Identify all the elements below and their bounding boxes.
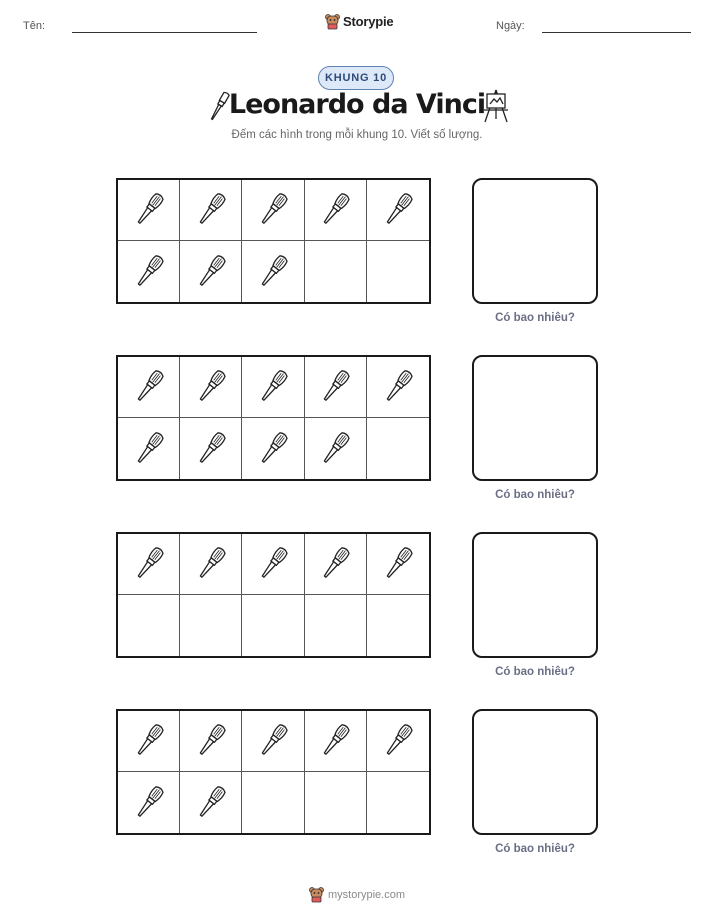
answer-box[interactable] [472,355,598,481]
paintbrush-icon [191,252,231,292]
ten-frame [116,178,431,304]
frame-cell [242,772,304,833]
paintbrush-icon [253,429,293,469]
page-title: Leonardo da Vinci [228,89,486,120]
frame-cell [305,534,367,595]
paintbrush-icon [129,367,169,407]
frame-cell [242,357,304,418]
paintbrush-icon [253,721,293,761]
frame-cell [305,180,367,241]
how-many-label: Có bao nhiêu? [495,666,575,678]
ten-frame [116,355,431,481]
frame-cell [180,711,242,772]
frame-cell [180,772,242,833]
paintbrush-icon [191,783,231,823]
paintbrush-icon [129,544,169,584]
paintbrush-icon [378,190,418,230]
name-label: Tên: [23,20,46,32]
answer-box[interactable] [472,709,598,835]
frame-cell [305,772,367,833]
frame-cell [305,711,367,772]
frame-cell [118,595,180,656]
frame-cell [367,595,429,656]
paintbrush-icon [191,367,231,407]
frame-cell [180,357,242,418]
paintbrush-icon [378,367,418,407]
frame-badge: KHUNG 10 [318,66,394,90]
paintbrush-icon [129,190,169,230]
paintbrush-icon [129,252,169,292]
date-label: Ngày: [496,20,525,32]
paintbrush-icon [315,429,355,469]
frame-cell [180,595,242,656]
brand-logo [325,13,393,30]
paintbrush-icon [253,367,293,407]
bear-logo-icon [325,13,340,30]
paintbrush-icon [129,429,169,469]
frame-cell [242,711,304,772]
frame-cell [367,418,429,479]
paintbrush-icon [315,544,355,584]
paintbrush-icon [253,252,293,292]
frame-cell [242,180,304,241]
paintbrush-icon [253,190,293,230]
frame-cell [367,241,429,302]
paintbrush-icon [191,544,231,584]
frame-cell [180,534,242,595]
date-line[interactable] [542,32,691,33]
frame-cell [118,772,180,833]
how-many-label: Có bao nhiêu? [495,489,575,501]
paintbrush-icon [191,190,231,230]
frame-cell [367,711,429,772]
paintbrush-icon [191,721,231,761]
frame-cell [242,595,304,656]
paintbrush-icon [129,721,169,761]
answer-box[interactable] [472,178,598,304]
bear-logo-icon [309,886,324,903]
ten-frame [116,532,431,658]
easel-icon [481,89,511,123]
frame-cell [242,534,304,595]
frame-cell [367,772,429,833]
ten-frame [116,709,431,835]
paintbrush-icon [315,721,355,761]
frame-cell [118,418,180,479]
frame-cell [305,418,367,479]
answer-box[interactable] [472,532,598,658]
frame-cell [118,241,180,302]
footer [0,886,714,903]
paintbrush-icon [253,544,293,584]
frame-cell [305,357,367,418]
brand-name: Storypie [343,14,394,29]
footer-site: mystorypie.com [327,888,406,901]
frame-cell [118,180,180,241]
frame-cell [367,357,429,418]
frame-cell [242,241,304,302]
how-many-label: Có bao nhiêu? [495,312,575,324]
how-many-label: Có bao nhiêu? [495,843,575,855]
paintbrush-icon [191,429,231,469]
paintbrush-icon [129,783,169,823]
paintbrush-icon [378,544,418,584]
paintbrush-icon [378,721,418,761]
frame-cell [367,534,429,595]
paintbrush-icon [315,190,355,230]
frame-cell [180,241,242,302]
frame-cell [367,180,429,241]
frame-cell [180,180,242,241]
paintbrush-icon [315,367,355,407]
name-line[interactable] [72,32,257,33]
frame-cell [305,241,367,302]
instructions: Đếm các hình trong mỗi khung 10. Viết số lượng. [231,129,483,141]
frame-cell [305,595,367,656]
frame-cell [180,418,242,479]
frame-cell [242,418,304,479]
frame-cell [118,534,180,595]
frame-cell [118,357,180,418]
frame-cell [118,711,180,772]
